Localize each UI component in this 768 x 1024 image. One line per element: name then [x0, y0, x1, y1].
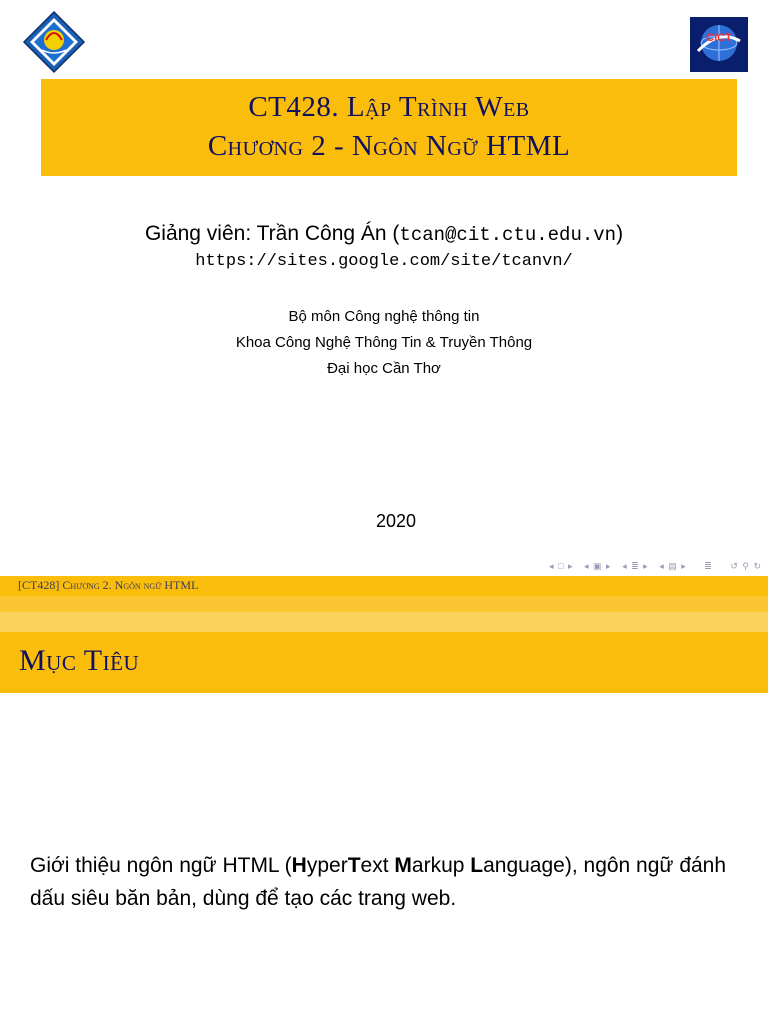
ctu-logo-icon — [22, 10, 86, 74]
objectives-slide — [0, 576, 768, 1024]
objective-paragraph — [30, 849, 740, 915]
department: Bộ môn Công nghệ thông tin — [288, 308, 480, 325]
lecturer-close: ) — [616, 222, 624, 245]
header-band-light — [0, 612, 768, 632]
nav-section-icon[interactable]: ◂ ▤ ▸ — [659, 561, 687, 571]
paragraph-text: ext — [360, 854, 395, 877]
nav-subsection-icon[interactable]: ◂ ≣ ▸ — [622, 561, 649, 571]
lecturer-url: https://sites.google.com/site/tcanvn/ — [195, 252, 573, 271]
paragraph-text: Giới thiệu ngôn ngữ HTML ( — [30, 854, 292, 877]
title-block — [41, 79, 737, 176]
paragraph-text: arkup — [411, 854, 471, 877]
course-title: CT428. Lập Trình Web — [248, 91, 530, 123]
nav-frame-icon[interactable]: ◂ ▣ ▸ — [584, 561, 612, 571]
header-band-middle — [0, 596, 768, 612]
faculty: Khoa Công Nghệ Thông Tin & Truyền Thông — [235, 334, 533, 351]
frame-title: Mục Tiêu — [19, 644, 140, 677]
nav-prev-icon[interactable]: ◂ □ ▸ — [549, 561, 574, 571]
nav-doc-icon[interactable]: ≣ — [704, 561, 713, 571]
paragraph-text: yper — [306, 854, 348, 877]
paragraph-text: anguage), ngôn ngữ đánh dấu siêu băn bản, dùng để tạo các trang web. — [30, 854, 727, 910]
header-band — [0, 576, 768, 596]
chapter-title: Chương 2 - Ngôn Ngữ HTML — [207, 130, 571, 162]
acronym-initial: M — [394, 854, 412, 877]
lecturer-line — [0, 222, 768, 246]
running-header: [CT428] Chương 2. Ngôn ngữ HTML — [18, 578, 199, 592]
lecturer-label: Giảng viên: Trần Công Án ( — [144, 222, 400, 245]
lecturer-email: tcan@cit.ctu.edu.vn — [399, 224, 617, 246]
university: Đại học Cần Thơ — [327, 360, 441, 377]
frame-title-bar — [0, 632, 768, 693]
cict-logo-icon — [690, 17, 748, 72]
beamer-navigation[interactable] — [549, 561, 762, 573]
acronym-initial: L — [470, 854, 484, 877]
year: 2020 — [375, 511, 417, 531]
nav-search-icon[interactable]: ↺ ⚲ ↻ — [730, 561, 762, 571]
acronym-initial: T — [347, 854, 361, 877]
svg-text:CICT: CICT — [706, 32, 732, 44]
acronym-initial: H — [291, 854, 307, 877]
